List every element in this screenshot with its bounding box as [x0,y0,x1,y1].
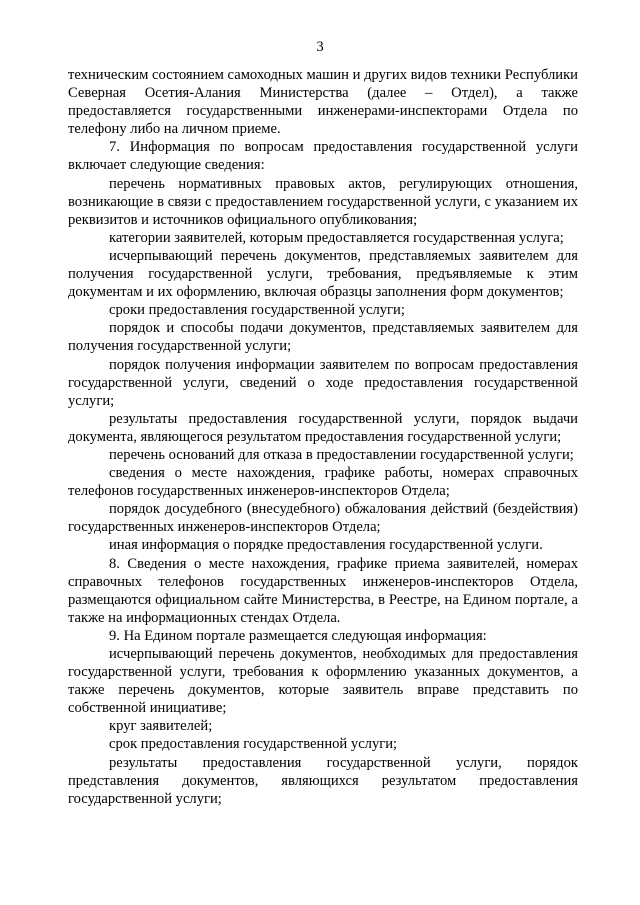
page-number: 3 [316,39,324,55]
paragraph: срок предоставления государственной услуги; [109,736,398,753]
paragraph: результаты предоставления государственной услуги, порядок представления документов, являющихся результатом предоставления государственной услуги; [68,754,578,807]
paragraph: порядок и способы подачи документов, представляемых заявителем для получения государственной услуги; [68,320,578,355]
paragraph: иная информация о порядке предоставления государственной услуги. [109,537,543,554]
document-body [68,66,578,808]
paragraph: сроки предоставления государственной услуги; [109,302,405,319]
paragraph: сведения о месте нахождения, графике работы, номерах справочных телефонов государственных инженеров-инспекторов Отдела; [68,465,578,500]
paragraph: круг заявителей; [109,718,213,735]
paragraph: исчерпывающий перечень документов, представляемых заявителем для получения государственной услуги, требования, предъявляемые к этим документам и их оформлению, включая образцы заполнения форм документов; [68,247,578,301]
paragraph: 9. На Едином портале размещается следующая информация: [109,627,487,644]
paragraph: результаты предоставления государственной услуги, порядок выдачи документа, являющегося результатом предоставления государственной услуги; [68,410,578,445]
paragraph: исчерпывающий перечень документов, необходимых для предоставления государственной услуги, требования к оформлению указанных документов, а также перечень документов, которые заявитель вправе представить по собственной инициативе; [68,646,578,717]
paragraph: 8. Сведения о месте нахождения, графике приема заявителей, номерах справочных телефонов государственных инженеров-инспекторов Отдела, размещаются официальном сайте Министерства, в Реестре, на Едином портале, а также на информационных стендах Отдела. [68,555,578,626]
paragraph: порядок получения информации заявителем по вопросам предоставления государственной услуги, сведений о ходе предоставления государственной услуги; [68,356,578,409]
paragraph: 7. Информация по вопросам предоставления государственной услуги включает следующие сведения: [68,139,578,174]
paragraph: порядок досудебного (внесудебного) обжалования действий (бездействия) государственных инженеров-инспекторов Отдела; [68,501,578,536]
paragraph: категории заявителей, которым предоставляется государственная услуга; [109,229,564,246]
paragraph: перечень нормативных правовых актов, регулирующих отношения, возникающие в связи с предоставлением государственной услуги, с указанием их реквизитов и источников официального опубликования; [68,175,578,228]
paragraph: техническим состоянием самоходных машин и других видов техники Республики Северная Осетия-Алания Министерства (далее – Отдел), а также предоставляется государственными инженерами-инспекторами Отдела по телефону либо на личном приеме. [68,67,578,138]
paragraph: перечень оснований для отказа в предоставлении государственной услуги; [109,446,574,463]
